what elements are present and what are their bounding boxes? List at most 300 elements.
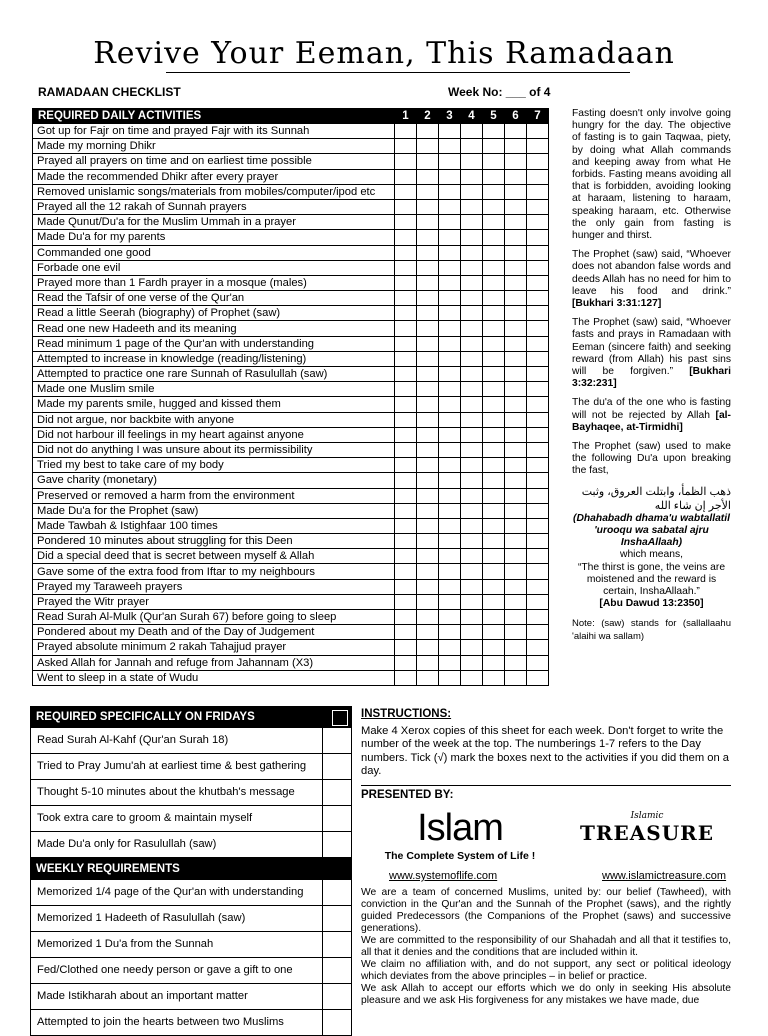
day-checkbox[interactable] bbox=[395, 518, 417, 533]
day-checkbox[interactable] bbox=[483, 245, 505, 260]
day-checkbox[interactable] bbox=[395, 594, 417, 609]
activity-label: Got up for Fajr on time and prayed Fajr with its Sunnah bbox=[33, 124, 395, 139]
day-checkbox[interactable] bbox=[483, 549, 505, 564]
day-checkbox[interactable] bbox=[483, 412, 505, 427]
day-checkbox[interactable] bbox=[439, 412, 461, 427]
day-checkbox[interactable] bbox=[527, 610, 549, 625]
friday-heading: REQUIRED SPECIFICALLY ON FRIDAYS bbox=[30, 706, 352, 728]
day-checkbox[interactable] bbox=[505, 534, 527, 549]
day-checkbox[interactable] bbox=[417, 670, 439, 685]
day-checkbox[interactable] bbox=[417, 442, 439, 457]
day-checkbox[interactable] bbox=[461, 427, 483, 442]
day-checkbox[interactable] bbox=[439, 564, 461, 579]
day-checkbox[interactable] bbox=[461, 397, 483, 412]
activity-label: Read Surah Al-Mulk (Qur'an Surah 67) before going to sleep bbox=[33, 610, 395, 625]
day-checkbox[interactable] bbox=[505, 473, 527, 488]
table-row bbox=[33, 230, 549, 245]
day-checkbox[interactable] bbox=[527, 260, 549, 275]
day-checkbox[interactable] bbox=[483, 579, 505, 594]
day-checkbox[interactable] bbox=[417, 579, 439, 594]
day-checkbox[interactable] bbox=[395, 154, 417, 169]
day-checkbox[interactable] bbox=[395, 610, 417, 625]
list-checkbox[interactable] bbox=[322, 754, 351, 779]
list-checkbox[interactable] bbox=[322, 1010, 351, 1035]
day-checkbox[interactable] bbox=[439, 321, 461, 336]
day-checkbox[interactable] bbox=[439, 579, 461, 594]
day-checkbox[interactable] bbox=[461, 260, 483, 275]
list-checkbox[interactable] bbox=[322, 958, 351, 983]
day-checkbox[interactable] bbox=[461, 275, 483, 290]
day-checkbox[interactable] bbox=[527, 199, 549, 214]
day-checkbox[interactable] bbox=[527, 245, 549, 260]
day-checkbox[interactable] bbox=[439, 169, 461, 184]
day-checkbox[interactable] bbox=[439, 291, 461, 306]
day-checkbox[interactable] bbox=[527, 321, 549, 336]
day-checkbox[interactable] bbox=[461, 139, 483, 154]
day-checkbox[interactable] bbox=[527, 640, 549, 655]
day-checkbox[interactable] bbox=[461, 442, 483, 457]
day-checkbox[interactable] bbox=[417, 610, 439, 625]
day-checkbox[interactable] bbox=[527, 503, 549, 518]
day-checkbox[interactable] bbox=[439, 594, 461, 609]
day-checkbox[interactable] bbox=[505, 306, 527, 321]
islamictreasure-link[interactable]: www.islamictreasure.com bbox=[602, 870, 727, 882]
day-checkbox[interactable] bbox=[505, 549, 527, 564]
day-checkbox[interactable] bbox=[483, 488, 505, 503]
day-checkbox[interactable] bbox=[483, 594, 505, 609]
day-checkbox[interactable] bbox=[395, 382, 417, 397]
day-checkbox[interactable] bbox=[483, 518, 505, 533]
day-checkbox[interactable] bbox=[483, 154, 505, 169]
day-checkbox[interactable] bbox=[461, 655, 483, 670]
day-checkbox[interactable] bbox=[505, 458, 527, 473]
day-checkbox[interactable] bbox=[527, 124, 549, 139]
day-checkbox[interactable] bbox=[439, 442, 461, 457]
day-checkbox[interactable] bbox=[461, 640, 483, 655]
day-checkbox[interactable] bbox=[461, 458, 483, 473]
day-checkbox[interactable] bbox=[395, 655, 417, 670]
day-checkbox[interactable] bbox=[439, 245, 461, 260]
day-checkbox[interactable] bbox=[505, 640, 527, 655]
day-checkbox[interactable] bbox=[395, 670, 417, 685]
day-checkbox[interactable] bbox=[461, 610, 483, 625]
day-checkbox[interactable] bbox=[395, 124, 417, 139]
day-checkbox[interactable] bbox=[439, 367, 461, 382]
day-checkbox[interactable] bbox=[395, 579, 417, 594]
day-checkbox[interactable] bbox=[483, 397, 505, 412]
day-checkbox[interactable] bbox=[527, 351, 549, 366]
activity-label: Attempted to increase in knowledge (reading/listening) bbox=[33, 351, 395, 366]
day-checkbox[interactable] bbox=[417, 139, 439, 154]
day-checkbox[interactable] bbox=[527, 458, 549, 473]
day-checkbox[interactable] bbox=[483, 260, 505, 275]
day-checkbox[interactable] bbox=[483, 336, 505, 351]
list-item-label: Thought 5-10 minutes about the khutbah's message bbox=[37, 786, 295, 798]
day-checkbox[interactable] bbox=[505, 427, 527, 442]
day-checkbox[interactable] bbox=[395, 640, 417, 655]
day-checkbox[interactable] bbox=[505, 367, 527, 382]
day-checkbox[interactable] bbox=[395, 458, 417, 473]
day-checkbox[interactable] bbox=[461, 625, 483, 640]
day-checkbox[interactable] bbox=[527, 579, 549, 594]
day-checkbox[interactable] bbox=[395, 442, 417, 457]
day-checkbox[interactable] bbox=[505, 154, 527, 169]
day-checkbox[interactable] bbox=[505, 442, 527, 457]
day-checkbox[interactable] bbox=[439, 124, 461, 139]
day-checkbox[interactable] bbox=[395, 275, 417, 290]
day-checkbox[interactable] bbox=[417, 215, 439, 230]
day-checkbox[interactable] bbox=[527, 291, 549, 306]
day-checkbox[interactable] bbox=[505, 670, 527, 685]
day-checkbox[interactable] bbox=[461, 594, 483, 609]
day-checkbox[interactable] bbox=[505, 139, 527, 154]
list-checkbox[interactable] bbox=[322, 780, 351, 805]
day-checkbox[interactable] bbox=[461, 245, 483, 260]
day-checkbox[interactable] bbox=[439, 670, 461, 685]
day-checkbox[interactable] bbox=[483, 199, 505, 214]
table-row bbox=[33, 610, 549, 625]
day-checkbox[interactable] bbox=[461, 518, 483, 533]
systemoflife-link[interactable]: www.systemoflife.com bbox=[389, 870, 498, 882]
day-checkbox[interactable] bbox=[461, 124, 483, 139]
day-checkbox[interactable] bbox=[483, 275, 505, 290]
day-checkbox[interactable] bbox=[461, 199, 483, 214]
table-row bbox=[33, 579, 549, 594]
day-checkbox[interactable] bbox=[417, 351, 439, 366]
day-checkbox[interactable] bbox=[527, 139, 549, 154]
day-checkbox[interactable] bbox=[527, 184, 549, 199]
day-checkbox[interactable] bbox=[417, 321, 439, 336]
day-checkbox[interactable] bbox=[461, 549, 483, 564]
day-checkbox[interactable] bbox=[461, 306, 483, 321]
day-checkbox[interactable] bbox=[505, 245, 527, 260]
day-checkbox[interactable] bbox=[417, 154, 439, 169]
day-checkbox[interactable] bbox=[505, 579, 527, 594]
day-checkbox[interactable] bbox=[483, 169, 505, 184]
day-checkbox[interactable] bbox=[417, 291, 439, 306]
list-checkbox[interactable] bbox=[322, 806, 351, 831]
day-checkbox[interactable] bbox=[461, 351, 483, 366]
table-row bbox=[33, 139, 549, 154]
day-checkbox[interactable] bbox=[395, 230, 417, 245]
day-checkbox[interactable] bbox=[417, 518, 439, 533]
day-checkbox[interactable] bbox=[395, 367, 417, 382]
list-checkbox[interactable] bbox=[322, 906, 351, 931]
day-checkbox[interactable] bbox=[461, 336, 483, 351]
day-checkbox[interactable] bbox=[505, 518, 527, 533]
day-checkbox[interactable] bbox=[395, 473, 417, 488]
day-checkbox[interactable] bbox=[483, 442, 505, 457]
table-row bbox=[33, 488, 549, 503]
day-checkbox[interactable] bbox=[395, 412, 417, 427]
day-checkbox[interactable] bbox=[527, 670, 549, 685]
day-checkbox[interactable] bbox=[395, 291, 417, 306]
day-checkbox[interactable] bbox=[417, 564, 439, 579]
day-checkbox[interactable] bbox=[395, 534, 417, 549]
activity-label: Prayed all prayers on time and on earliest time possible bbox=[33, 154, 395, 169]
day-checkbox[interactable] bbox=[505, 610, 527, 625]
day-checkbox[interactable] bbox=[395, 139, 417, 154]
day-checkbox[interactable] bbox=[483, 458, 505, 473]
day-checkbox[interactable] bbox=[439, 427, 461, 442]
day-checkbox[interactable] bbox=[439, 655, 461, 670]
list-checkbox[interactable] bbox=[322, 728, 351, 753]
day-checkbox[interactable] bbox=[505, 655, 527, 670]
title-underline bbox=[166, 72, 630, 73]
day-checkbox[interactable] bbox=[461, 473, 483, 488]
day-checkbox[interactable] bbox=[483, 670, 505, 685]
list-checkbox[interactable] bbox=[322, 832, 351, 857]
day-checkbox[interactable] bbox=[461, 230, 483, 245]
day-checkbox[interactable] bbox=[417, 397, 439, 412]
day-checkbox[interactable] bbox=[505, 275, 527, 290]
table-row bbox=[33, 670, 549, 685]
day-checkbox[interactable] bbox=[527, 534, 549, 549]
day-checkbox[interactable] bbox=[439, 215, 461, 230]
day-checkbox[interactable] bbox=[505, 625, 527, 640]
day-checkbox[interactable] bbox=[417, 169, 439, 184]
day-checkbox[interactable] bbox=[461, 534, 483, 549]
day-checkbox[interactable] bbox=[395, 169, 417, 184]
day-checkbox[interactable] bbox=[505, 230, 527, 245]
day-checkbox[interactable] bbox=[417, 655, 439, 670]
day-checkbox[interactable] bbox=[417, 488, 439, 503]
day-checkbox[interactable] bbox=[395, 351, 417, 366]
activity-label: Did not do anything I was unsure about its permissibility bbox=[33, 442, 395, 457]
day-checkbox[interactable] bbox=[483, 427, 505, 442]
day-checkbox[interactable] bbox=[439, 184, 461, 199]
day-checkbox[interactable] bbox=[527, 412, 549, 427]
day-checkbox[interactable] bbox=[417, 336, 439, 351]
day-checkbox[interactable] bbox=[417, 625, 439, 640]
day-checkbox[interactable] bbox=[417, 275, 439, 290]
day-checkbox[interactable] bbox=[395, 245, 417, 260]
day-checkbox[interactable] bbox=[483, 655, 505, 670]
day-checkbox[interactable] bbox=[505, 169, 527, 184]
day-checkbox[interactable] bbox=[439, 154, 461, 169]
day-checkbox[interactable] bbox=[461, 184, 483, 199]
day-checkbox[interactable] bbox=[395, 488, 417, 503]
day-checkbox[interactable] bbox=[395, 321, 417, 336]
day-checkbox[interactable] bbox=[527, 625, 549, 640]
day-checkbox[interactable] bbox=[417, 199, 439, 214]
day-checkbox[interactable] bbox=[395, 184, 417, 199]
day-checkbox[interactable] bbox=[483, 503, 505, 518]
day-checkbox[interactable] bbox=[417, 503, 439, 518]
day-checkbox[interactable] bbox=[505, 199, 527, 214]
day-checkbox[interactable] bbox=[395, 549, 417, 564]
activity-label: Made Qunut/Du'a for the Muslim Ummah in a prayer bbox=[33, 215, 395, 230]
day-checkbox[interactable] bbox=[417, 427, 439, 442]
day-checkbox[interactable] bbox=[527, 275, 549, 290]
day-checkbox[interactable] bbox=[417, 124, 439, 139]
day-checkbox[interactable] bbox=[527, 442, 549, 457]
day-checkbox[interactable] bbox=[439, 336, 461, 351]
day-checkbox[interactable] bbox=[483, 306, 505, 321]
day-checkbox[interactable] bbox=[483, 215, 505, 230]
day-checkbox[interactable] bbox=[483, 473, 505, 488]
day-checkbox[interactable] bbox=[395, 427, 417, 442]
day-checkbox[interactable] bbox=[439, 397, 461, 412]
day-checkbox[interactable] bbox=[527, 518, 549, 533]
day-checkbox[interactable] bbox=[417, 245, 439, 260]
table-row bbox=[33, 382, 549, 397]
day-checkbox[interactable] bbox=[439, 306, 461, 321]
hadith-paragraph: The du'a of the one who is fasting will not be rejected by Allah [al-Bayhaqee, at-Tirmidhi] bbox=[572, 397, 731, 433]
day-checkbox[interactable] bbox=[527, 564, 549, 579]
day-checkbox[interactable] bbox=[505, 397, 527, 412]
list-checkbox[interactable] bbox=[322, 880, 351, 905]
day-checkbox[interactable] bbox=[439, 275, 461, 290]
day-checkbox[interactable] bbox=[461, 579, 483, 594]
list-item-label: Memorized 1 Du'a from the Sunnah bbox=[37, 938, 214, 950]
day-checkbox[interactable] bbox=[483, 291, 505, 306]
day-header: 7 bbox=[527, 109, 549, 124]
day-checkbox[interactable] bbox=[417, 184, 439, 199]
day-checkbox[interactable] bbox=[527, 427, 549, 442]
day-checkbox[interactable] bbox=[483, 625, 505, 640]
day-checkbox[interactable] bbox=[527, 169, 549, 184]
day-checkbox[interactable] bbox=[417, 640, 439, 655]
day-checkbox[interactable] bbox=[439, 260, 461, 275]
day-checkbox[interactable] bbox=[527, 306, 549, 321]
day-checkbox[interactable] bbox=[527, 549, 549, 564]
day-checkbox[interactable] bbox=[417, 382, 439, 397]
day-checkbox[interactable] bbox=[483, 534, 505, 549]
day-checkbox[interactable] bbox=[483, 367, 505, 382]
day-checkbox[interactable] bbox=[439, 534, 461, 549]
day-checkbox[interactable] bbox=[417, 306, 439, 321]
day-checkbox[interactable] bbox=[505, 336, 527, 351]
day-checkbox[interactable] bbox=[461, 169, 483, 184]
day-checkbox[interactable] bbox=[395, 215, 417, 230]
day-checkbox[interactable] bbox=[505, 291, 527, 306]
day-checkbox[interactable] bbox=[439, 458, 461, 473]
day-checkbox[interactable] bbox=[439, 610, 461, 625]
day-checkbox[interactable] bbox=[395, 199, 417, 214]
list-item-label: Made Istikharah about an important matter bbox=[37, 990, 248, 1002]
day-checkbox[interactable] bbox=[527, 336, 549, 351]
day-checkbox[interactable] bbox=[395, 503, 417, 518]
day-checkbox[interactable] bbox=[483, 321, 505, 336]
day-checkbox[interactable] bbox=[527, 215, 549, 230]
day-checkbox[interactable] bbox=[505, 503, 527, 518]
day-checkbox[interactable] bbox=[483, 184, 505, 199]
day-checkbox[interactable] bbox=[439, 625, 461, 640]
day-checkbox[interactable] bbox=[505, 594, 527, 609]
day-checkbox[interactable] bbox=[483, 564, 505, 579]
about-section bbox=[361, 887, 731, 1007]
day-checkbox[interactable] bbox=[527, 488, 549, 503]
list-checkbox[interactable] bbox=[322, 932, 351, 957]
day-checkbox[interactable] bbox=[505, 488, 527, 503]
day-checkbox[interactable] bbox=[439, 518, 461, 533]
day-checkbox[interactable] bbox=[483, 139, 505, 154]
day-checkbox[interactable] bbox=[395, 336, 417, 351]
day-checkbox[interactable] bbox=[461, 154, 483, 169]
list-item bbox=[31, 780, 351, 806]
day-checkbox[interactable] bbox=[417, 458, 439, 473]
day-checkbox[interactable] bbox=[395, 306, 417, 321]
day-checkbox[interactable] bbox=[505, 321, 527, 336]
activity-label: Gave some of the extra food from Iftar to my neighbours bbox=[33, 564, 395, 579]
day-checkbox[interactable] bbox=[461, 382, 483, 397]
day-checkbox[interactable] bbox=[439, 549, 461, 564]
day-checkbox[interactable] bbox=[461, 564, 483, 579]
day-checkbox[interactable] bbox=[439, 230, 461, 245]
day-checkbox[interactable] bbox=[417, 549, 439, 564]
day-checkbox[interactable] bbox=[505, 184, 527, 199]
day-checkbox[interactable] bbox=[417, 230, 439, 245]
day-checkbox[interactable] bbox=[527, 655, 549, 670]
day-checkbox[interactable] bbox=[439, 640, 461, 655]
day-checkbox[interactable] bbox=[461, 367, 483, 382]
table-row bbox=[33, 564, 549, 579]
day-checkbox[interactable] bbox=[395, 564, 417, 579]
day-checkbox[interactable] bbox=[483, 124, 505, 139]
day-checkbox[interactable] bbox=[395, 260, 417, 275]
instructions-heading: INSTRUCTIONS: bbox=[361, 708, 452, 720]
day-checkbox[interactable] bbox=[505, 351, 527, 366]
day-checkbox[interactable] bbox=[483, 382, 505, 397]
day-checkbox[interactable] bbox=[505, 412, 527, 427]
day-checkbox[interactable] bbox=[439, 351, 461, 366]
day-checkbox[interactable] bbox=[395, 397, 417, 412]
day-checkbox[interactable] bbox=[439, 139, 461, 154]
day-checkbox[interactable] bbox=[417, 473, 439, 488]
day-checkbox[interactable] bbox=[417, 534, 439, 549]
day-checkbox[interactable] bbox=[439, 382, 461, 397]
day-checkbox[interactable] bbox=[461, 412, 483, 427]
day-checkbox[interactable] bbox=[483, 230, 505, 245]
day-checkbox[interactable] bbox=[527, 230, 549, 245]
day-checkbox[interactable] bbox=[483, 610, 505, 625]
day-checkbox[interactable] bbox=[461, 215, 483, 230]
day-checkbox[interactable] bbox=[417, 594, 439, 609]
day-checkbox[interactable] bbox=[505, 215, 527, 230]
day-header: 5 bbox=[483, 109, 505, 124]
day-checkbox[interactable] bbox=[439, 473, 461, 488]
list-item-label: Memorized 1 Hadeeth of Rasulullah (saw) bbox=[37, 912, 246, 924]
day-checkbox[interactable] bbox=[527, 382, 549, 397]
day-checkbox[interactable] bbox=[505, 564, 527, 579]
list-checkbox[interactable] bbox=[322, 984, 351, 1009]
day-checkbox[interactable] bbox=[527, 367, 549, 382]
day-checkbox[interactable] bbox=[461, 321, 483, 336]
day-checkbox[interactable] bbox=[527, 473, 549, 488]
day-checkbox[interactable] bbox=[527, 594, 549, 609]
day-checkbox[interactable] bbox=[505, 260, 527, 275]
day-checkbox[interactable] bbox=[527, 154, 549, 169]
day-checkbox[interactable] bbox=[461, 488, 483, 503]
day-checkbox[interactable] bbox=[461, 503, 483, 518]
day-checkbox[interactable] bbox=[439, 199, 461, 214]
day-checkbox[interactable] bbox=[417, 367, 439, 382]
activity-label: Preserved or removed a harm from the environment bbox=[33, 488, 395, 503]
day-checkbox[interactable] bbox=[461, 670, 483, 685]
day-checkbox[interactable] bbox=[417, 260, 439, 275]
day-checkbox[interactable] bbox=[483, 351, 505, 366]
day-checkbox[interactable] bbox=[505, 382, 527, 397]
day-checkbox[interactable] bbox=[417, 412, 439, 427]
day-checkbox[interactable] bbox=[439, 503, 461, 518]
day-checkbox[interactable] bbox=[527, 397, 549, 412]
day-checkbox[interactable] bbox=[505, 124, 527, 139]
day-checkbox[interactable] bbox=[483, 640, 505, 655]
day-checkbox[interactable] bbox=[439, 488, 461, 503]
day-checkbox[interactable] bbox=[395, 625, 417, 640]
day-checkbox[interactable] bbox=[461, 291, 483, 306]
